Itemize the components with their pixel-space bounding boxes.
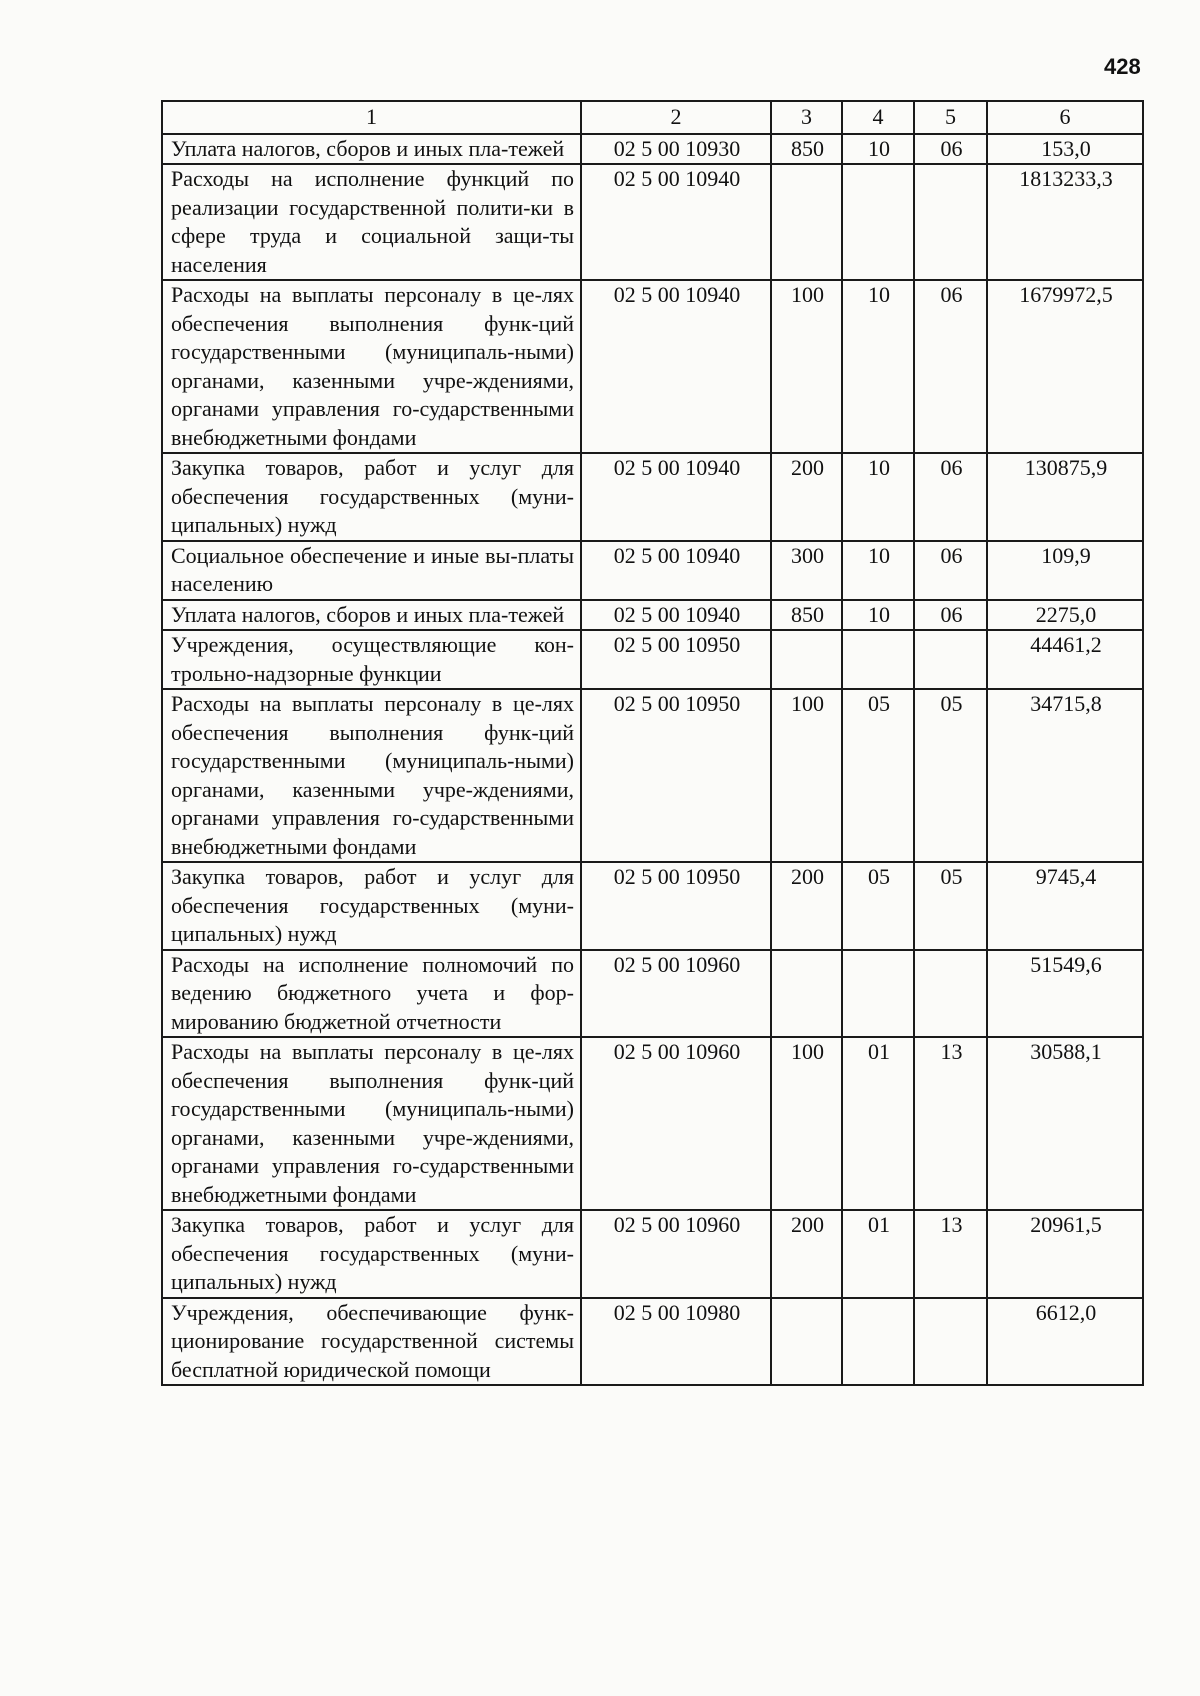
section-cell: 10 (842, 134, 914, 165)
table-row (162, 950, 1143, 1038)
target-code-cell: 02 5 00 10960 (581, 1210, 771, 1298)
target-code-cell: 02 5 00 10940 (581, 280, 771, 453)
expense-name-cell: Уплата налогов, сборов и иных пла-тежей (162, 600, 581, 631)
subsection-cell: 06 (914, 134, 987, 165)
section-cell (842, 1298, 914, 1386)
amount-cell: 51549,6 (987, 950, 1143, 1038)
section-cell: 01 (842, 1210, 914, 1298)
section-cell (842, 950, 914, 1038)
header-row (162, 101, 1143, 134)
section-cell (842, 630, 914, 689)
target-code-cell: 02 5 00 10950 (581, 689, 771, 862)
expense-type-cell: 100 (771, 689, 842, 862)
expense-type-cell: 100 (771, 1037, 842, 1210)
expense-name-cell: Закупка товаров, работ и услуг для обеспечения государственных (муни-ципальных) нужд (162, 862, 581, 950)
expense-name-cell: Расходы на исполнение функций по реализации государственной полити-ки в сфере труда и социальной защи-ты населения (162, 164, 581, 280)
expense-type-cell (771, 950, 842, 1038)
column-header: 4 (842, 101, 914, 134)
amount-cell: 44461,2 (987, 630, 1143, 689)
amount-cell: 153,0 (987, 134, 1143, 165)
target-code-cell: 02 5 00 10960 (581, 1037, 771, 1210)
subsection-cell: 06 (914, 280, 987, 453)
expense-name-cell: Расходы на исполнение полномочий по ведению бюджетного учета и фор-мированию бюджетной отчетности (162, 950, 581, 1038)
column-header: 1 (162, 101, 581, 134)
amount-cell: 109,9 (987, 541, 1143, 600)
subsection-cell: 06 (914, 541, 987, 600)
target-code-cell: 02 5 00 10950 (581, 630, 771, 689)
subsection-cell (914, 1298, 987, 1386)
expense-name-cell: Закупка товаров, работ и услуг для обеспечения государственных (муни-ципальных) нужд (162, 453, 581, 541)
amount-cell: 30588,1 (987, 1037, 1143, 1210)
section-cell: 01 (842, 1037, 914, 1210)
expense-name-cell: Уплата налогов, сборов и иных пла-тежей (162, 134, 581, 165)
amount-cell: 2275,0 (987, 600, 1143, 631)
expense-type-cell: 200 (771, 1210, 842, 1298)
expense-type-cell: 300 (771, 541, 842, 600)
section-cell: 05 (842, 689, 914, 862)
table-row (162, 134, 1143, 165)
amount-cell: 6612,0 (987, 1298, 1143, 1386)
expense-name-cell: Учреждения, обеспечивающие функ-ционирование государственной системы бесплатной юридической помощи (162, 1298, 581, 1386)
section-cell: 10 (842, 541, 914, 600)
expense-type-cell: 850 (771, 134, 842, 165)
target-code-cell: 02 5 00 10940 (581, 453, 771, 541)
target-code-cell: 02 5 00 10980 (581, 1298, 771, 1386)
subsection-cell (914, 164, 987, 280)
table-row (162, 1298, 1143, 1386)
table-row (162, 689, 1143, 862)
expense-name-cell: Учреждения, осуществляющие кон-трольно-надзорные функции (162, 630, 581, 689)
target-code-cell: 02 5 00 10940 (581, 541, 771, 600)
amount-cell: 9745,4 (987, 862, 1143, 950)
expense-type-cell: 200 (771, 862, 842, 950)
expense-name-cell: Расходы на выплаты персоналу в це-лях обеспечения выполнения функ-ций государственными (муниципаль-ными) органами, казенными учре-ждениями, органами управления го-сударственными внебюджетными фондами (162, 280, 581, 453)
table-row (162, 862, 1143, 950)
amount-cell: 34715,8 (987, 689, 1143, 862)
amount-cell: 20961,5 (987, 1210, 1143, 1298)
table-row (162, 541, 1143, 600)
section-cell: 10 (842, 600, 914, 631)
target-code-cell: 02 5 00 10930 (581, 134, 771, 165)
table-row (162, 453, 1143, 541)
amount-cell: 1813233,3 (987, 164, 1143, 280)
table-body (162, 134, 1143, 1386)
subsection-cell: 05 (914, 689, 987, 862)
section-cell (842, 164, 914, 280)
amount-cell: 130875,9 (987, 453, 1143, 541)
budget-table (161, 100, 1144, 1386)
subsection-cell: 13 (914, 1037, 987, 1210)
subsection-cell: 06 (914, 600, 987, 631)
target-code-cell: 02 5 00 10960 (581, 950, 771, 1038)
expense-type-cell: 100 (771, 280, 842, 453)
expense-name-cell: Расходы на выплаты персоналу в це-лях обеспечения выполнения функ-ций государственными (муниципаль-ными) органами, казенными учре-ждениями, органами управления го-сударственными внебюджетными фондами (162, 689, 581, 862)
subsection-cell: 13 (914, 1210, 987, 1298)
target-code-cell: 02 5 00 10940 (581, 600, 771, 631)
expense-type-cell (771, 630, 842, 689)
expense-name-cell: Расходы на выплаты персоналу в це-лях обеспечения выполнения функ-ций государственными (муниципаль-ными) органами, казенными учре-ждениями, органами управления го-сударственными внебюджетными фондами (162, 1037, 581, 1210)
expense-name-cell: Закупка товаров, работ и услуг для обеспечения государственных (муни-ципальных) нужд (162, 1210, 581, 1298)
table-row (162, 164, 1143, 280)
expense-type-cell: 200 (771, 453, 842, 541)
section-cell: 05 (842, 862, 914, 950)
amount-cell: 1679972,5 (987, 280, 1143, 453)
column-header: 6 (987, 101, 1143, 134)
column-header: 2 (581, 101, 771, 134)
target-code-cell: 02 5 00 10950 (581, 862, 771, 950)
table-row (162, 1210, 1143, 1298)
table-row (162, 600, 1143, 631)
expense-name-cell: Социальное обеспечение и иные вы-платы населению (162, 541, 581, 600)
subsection-cell (914, 950, 987, 1038)
section-cell: 10 (842, 280, 914, 453)
page-number: 428 (1104, 54, 1141, 79)
expense-type-cell (771, 1298, 842, 1386)
expense-type-cell: 850 (771, 600, 842, 631)
expense-type-cell (771, 164, 842, 280)
target-code-cell: 02 5 00 10940 (581, 164, 771, 280)
column-header: 5 (914, 101, 987, 134)
subsection-cell (914, 630, 987, 689)
subsection-cell: 06 (914, 453, 987, 541)
subsection-cell: 05 (914, 862, 987, 950)
table-row (162, 1037, 1143, 1210)
section-cell: 10 (842, 453, 914, 541)
table-row (162, 630, 1143, 689)
table-row (162, 280, 1143, 453)
column-header: 3 (771, 101, 842, 134)
